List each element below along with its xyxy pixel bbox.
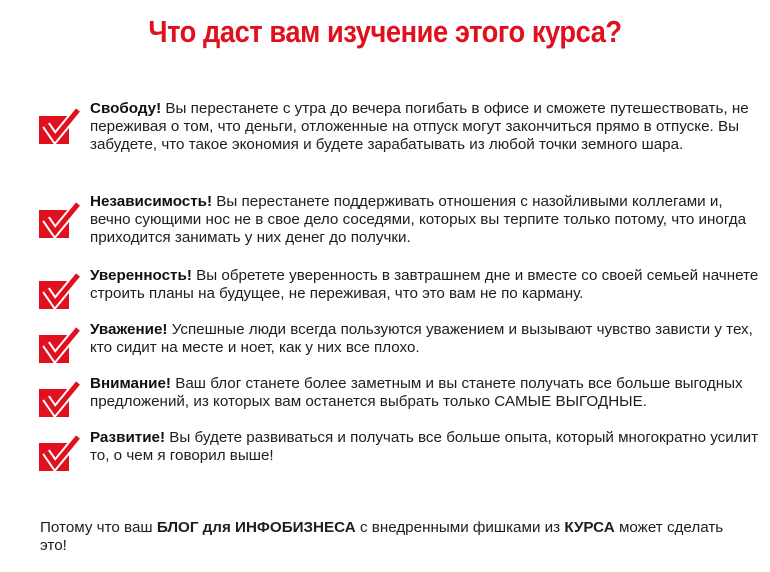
benefit-heading: Развитие! — [90, 429, 166, 446]
benefit-text: Свободу! Вы перестанете с утра до вечера погибать в офисе и сможете путешествовать, не переживая о том, что деньги, отложенные на отпуск могут закончиться прямо в отпуске. Вы забудете, что такое экономия и будете зарабатывать из любой точки земного шара. — [90, 100, 749, 153]
closing-statement: Потому что ваш БЛОГ для ИНФОБИЗНЕСА с внедренными фишками из КУРСА может сделать это! — [40, 519, 724, 554]
benefit-text: Независимость! Вы перестанете поддерживать отношения с назойливыми коллегами и, вечно сующими нос не в свое дело соседями, которых вы терпите только потому, что иногда приходится занимать у них денег до получки. — [90, 193, 747, 246]
check-mark-icon — [38, 107, 80, 145]
benefit-text: Развитие! Вы будете развиваться и получать все больше опыта, который многократно усилит то, о чем я говорил выше! — [90, 429, 759, 464]
page-title: Что даст вам изучение этого курса? — [148, 14, 622, 49]
check-mark-icon — [38, 326, 80, 364]
check-mark-icon — [38, 272, 80, 310]
benefit-heading: Независимость! — [90, 193, 213, 210]
benefit-heading: Свободу! — [90, 100, 162, 117]
benefit-text: Внимание! Ваш блог станете более заметным и вы станете получать все больше выгодных предложений, из которых вам останется выбрать только САМЫЕ ВЫГОДНЫЕ. — [90, 375, 743, 410]
benefit-text: Уверенность! Вы обретете уверенность в завтрашнем дне и вместе со своей семьей начнете строить планы на будущее, не переживая, что это вам не по карману. — [90, 267, 759, 302]
benefit-heading: Уважение! — [90, 321, 168, 338]
benefit-heading: Уверенность! — [90, 267, 192, 284]
benefit-heading: Внимание! — [90, 375, 171, 392]
check-mark-icon — [38, 201, 80, 239]
check-mark-icon — [38, 380, 80, 418]
check-mark-icon — [38, 434, 80, 472]
benefit-text: Уважение! Успешные люди всегда пользуются уважением и вызывают чувство зависти у тех, кто сидит на месте и ноет, как у них все плохо. — [90, 321, 753, 356]
